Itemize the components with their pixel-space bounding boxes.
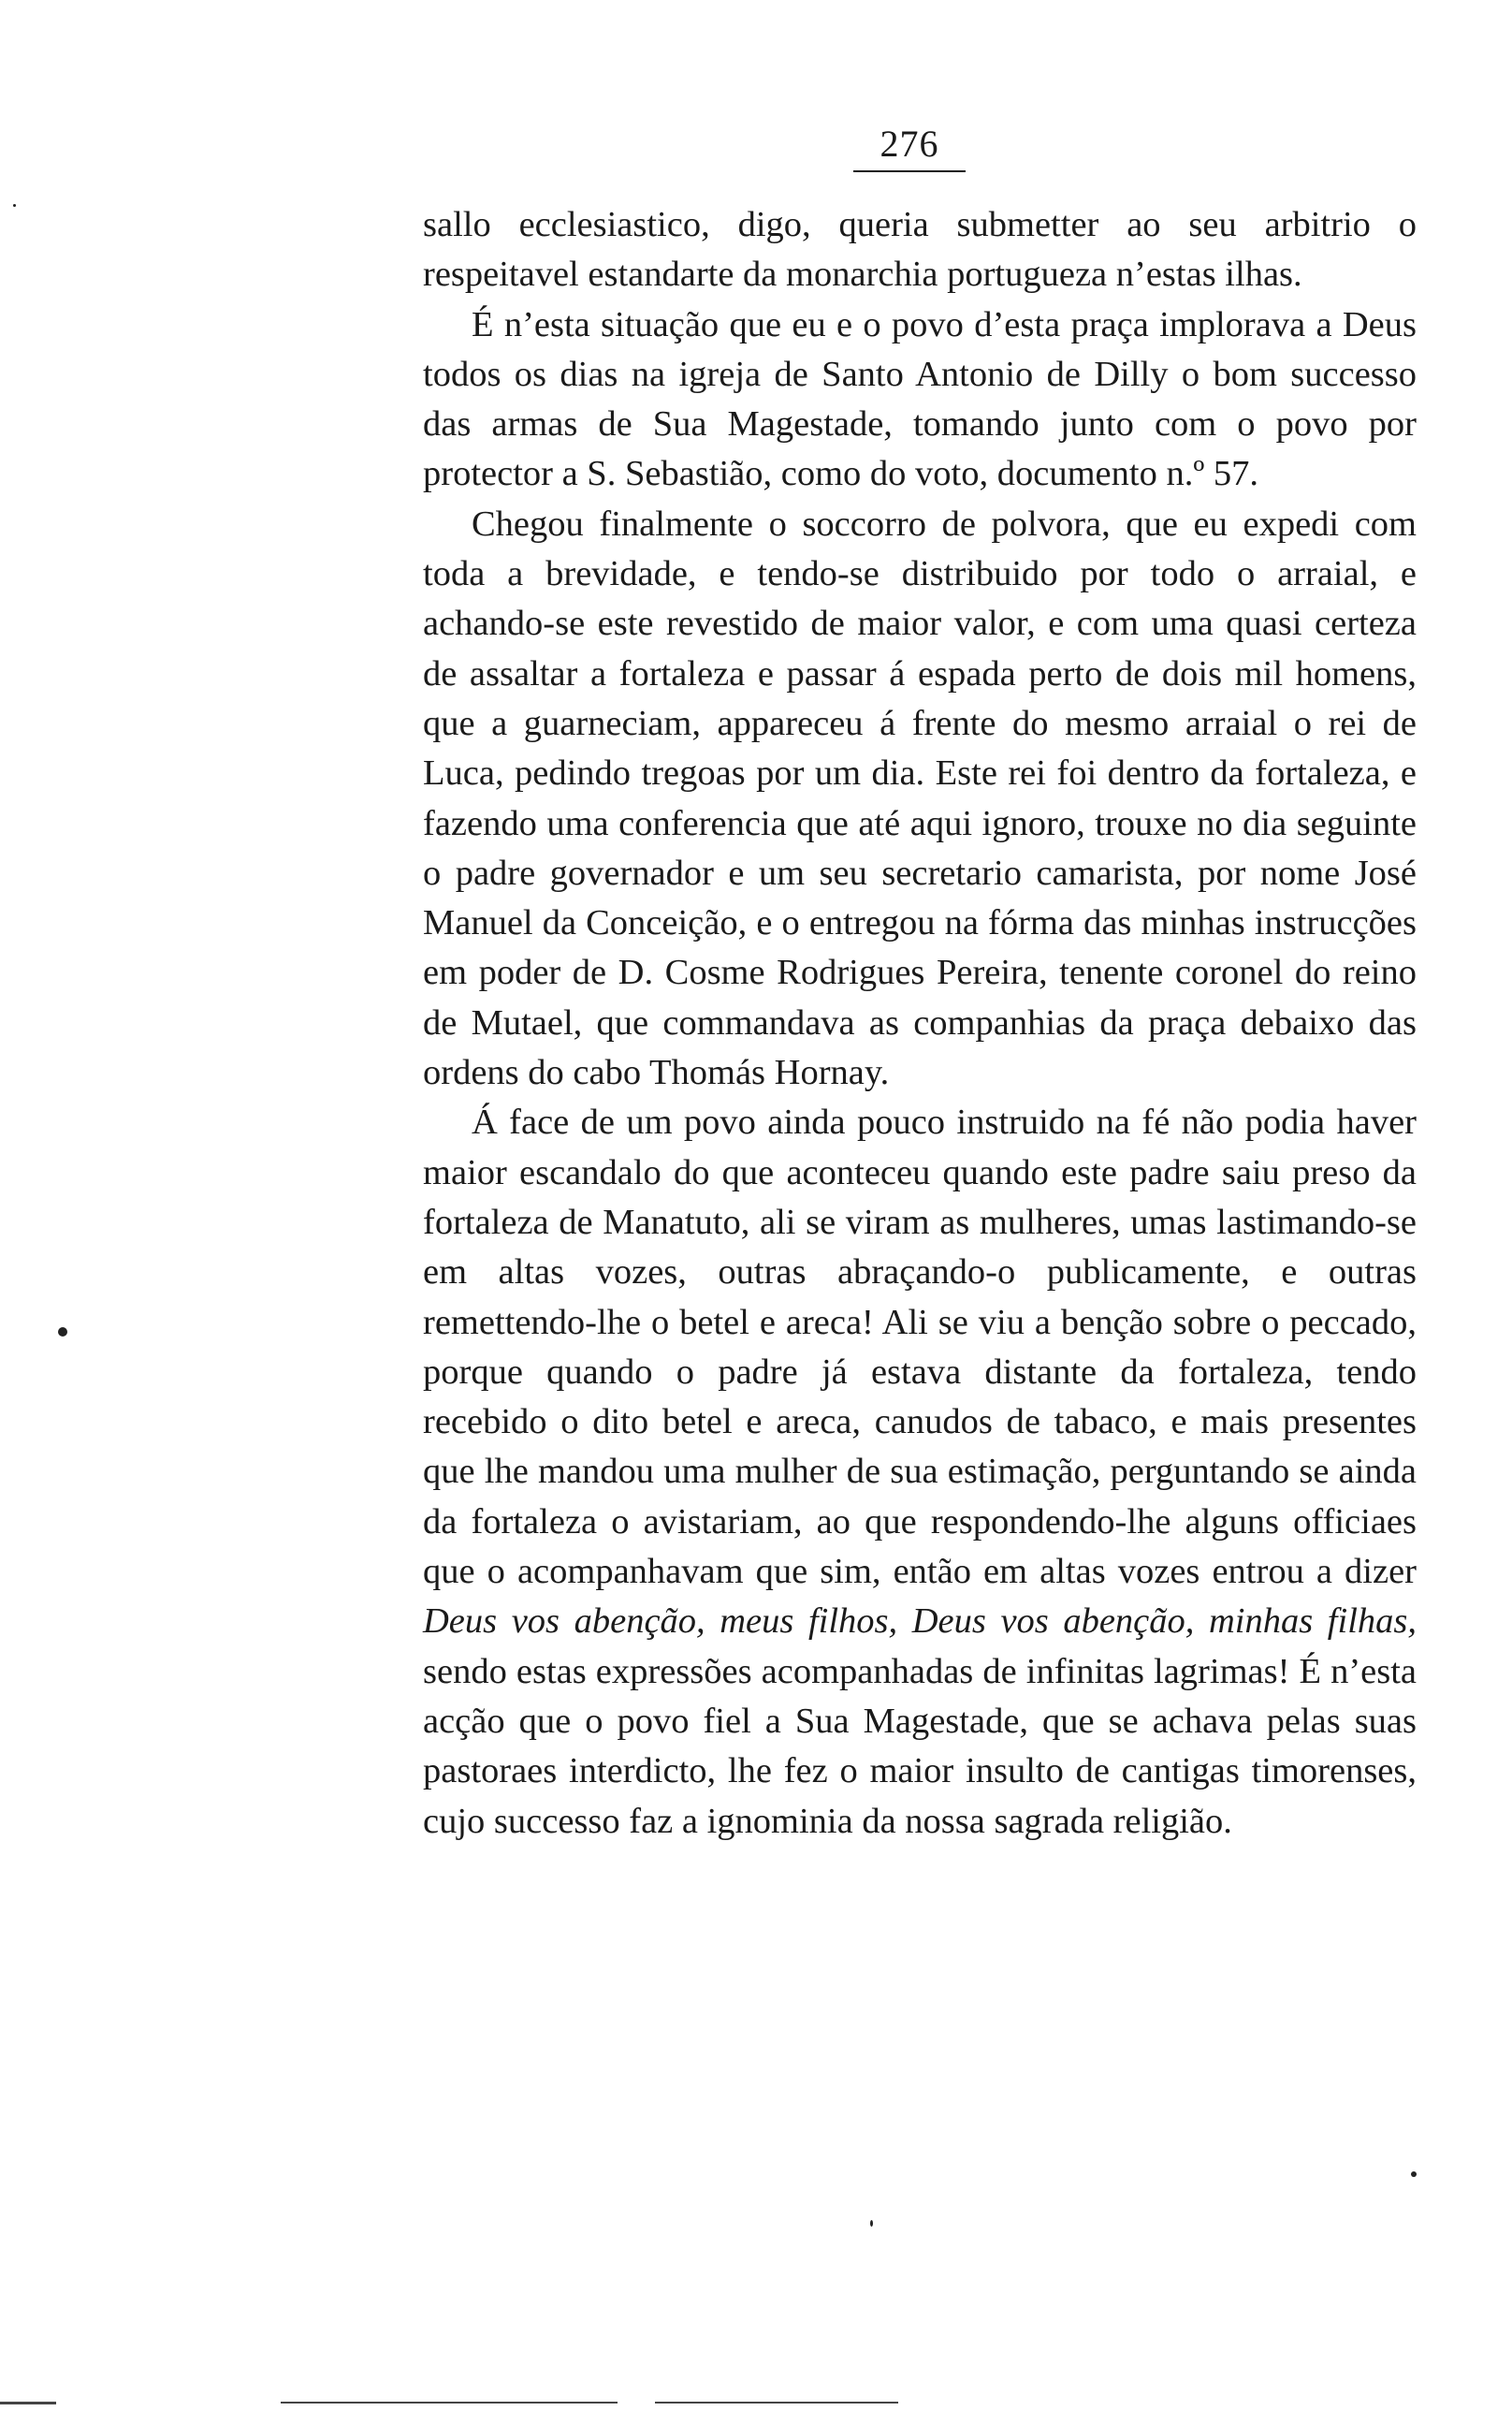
scan-edge-line bbox=[0, 2402, 56, 2404]
paragraph-4-before-quote: Á face de um povo ainda pouco instruido na fé não podia haver maior escandalo do que aconteceu quando este padre saiu preso da fortaleza de Manatuto, ali se viram as mulheres, umas lastimando-se em altas vozes, outras abraçando-o publicamente, e outras remettendo-lhe o betel e areca! Ali se viu a benção sobre o peccado, porque quando o padre já estava distante da fortaleza, tendo recebido o dito betel e areca, canudos de tabaco, e mais presentes que lhe mandou uma mulher de sua estimação, perguntando se ainda da fortaleza o avistariam, ao que respondendo-lhe alguns officiaes que o acompanhavam que sim, então em altas vozes entrou a dizer bbox=[423, 1103, 1417, 1592]
page-number-rule bbox=[853, 170, 966, 172]
scan-speck bbox=[13, 204, 16, 207]
body-text bbox=[423, 200, 1417, 1847]
page-number: 276 bbox=[880, 123, 939, 165]
scan-speck bbox=[870, 2220, 873, 2227]
italic-quote: Deus vos abenção, meus filhos, Deus vos abenção, minhas filhas, bbox=[423, 1601, 1417, 1642]
paragraph-4 bbox=[423, 1098, 1417, 1846]
paragraph-1: sallo ecclesiastico, digo, queria submetter ao seu arbitrio o respeitavel estandarte da monarchia portugueza n’estas ilhas. bbox=[423, 205, 1417, 295]
paragraph-4-after-quote: sendo estas expressões acompanhadas de infinitas lagrimas! É n’esta acção que o povo fiel a Sua Magestade, que se achava pelas suas pastoraes interdicto, lhe fez o maior insulto de cantigas timorenses, cujo successo faz a ignominia da nossa sagrada religião. bbox=[423, 1651, 1417, 1841]
scan-edge-line bbox=[281, 2402, 618, 2404]
paragraph-2: É n’esta situação que eu e o povo d’esta praça implorava a Deus todos os dias na igreja de Santo Antonio de Dilly o bom successo das armas de Sua Magestade, tomando junto com o povo por protector a S. Sebastião, como do voto, documento n.º 57. bbox=[423, 304, 1417, 494]
paragraph-3: Chegou finalmente o soccorro de polvora, que eu expedi com toda a brevidade, e tendo-se distribuido por todo o arraial, e achando-se este revestido de maior valor, e com uma quasi certeza de assaltar a fortaleza e passar á espada perto de dois mil homens, que a guarneciam, appareceu á frente do mesmo arraial o rei de Luca, pedindo tregoas por um dia. Este rei foi dentro da fortaleza, e fazendo uma conferencia que até aqui ignoro, trouxe no dia seguinte o padre governador e um seu secretario camarista, por nome José Manuel da Conceição, e o entregou na fórma das minhas instrucções em poder de D. Cosme Rodrigues Pereira, tenente coronel do reino de Mutael, que commandava as companhias da praça debaixo das ordens do cabo Thomás Hornay. bbox=[423, 504, 1417, 1093]
scan-speck bbox=[1411, 2171, 1417, 2177]
scan-edge-line bbox=[655, 2402, 898, 2404]
scan-speck bbox=[58, 1327, 67, 1337]
